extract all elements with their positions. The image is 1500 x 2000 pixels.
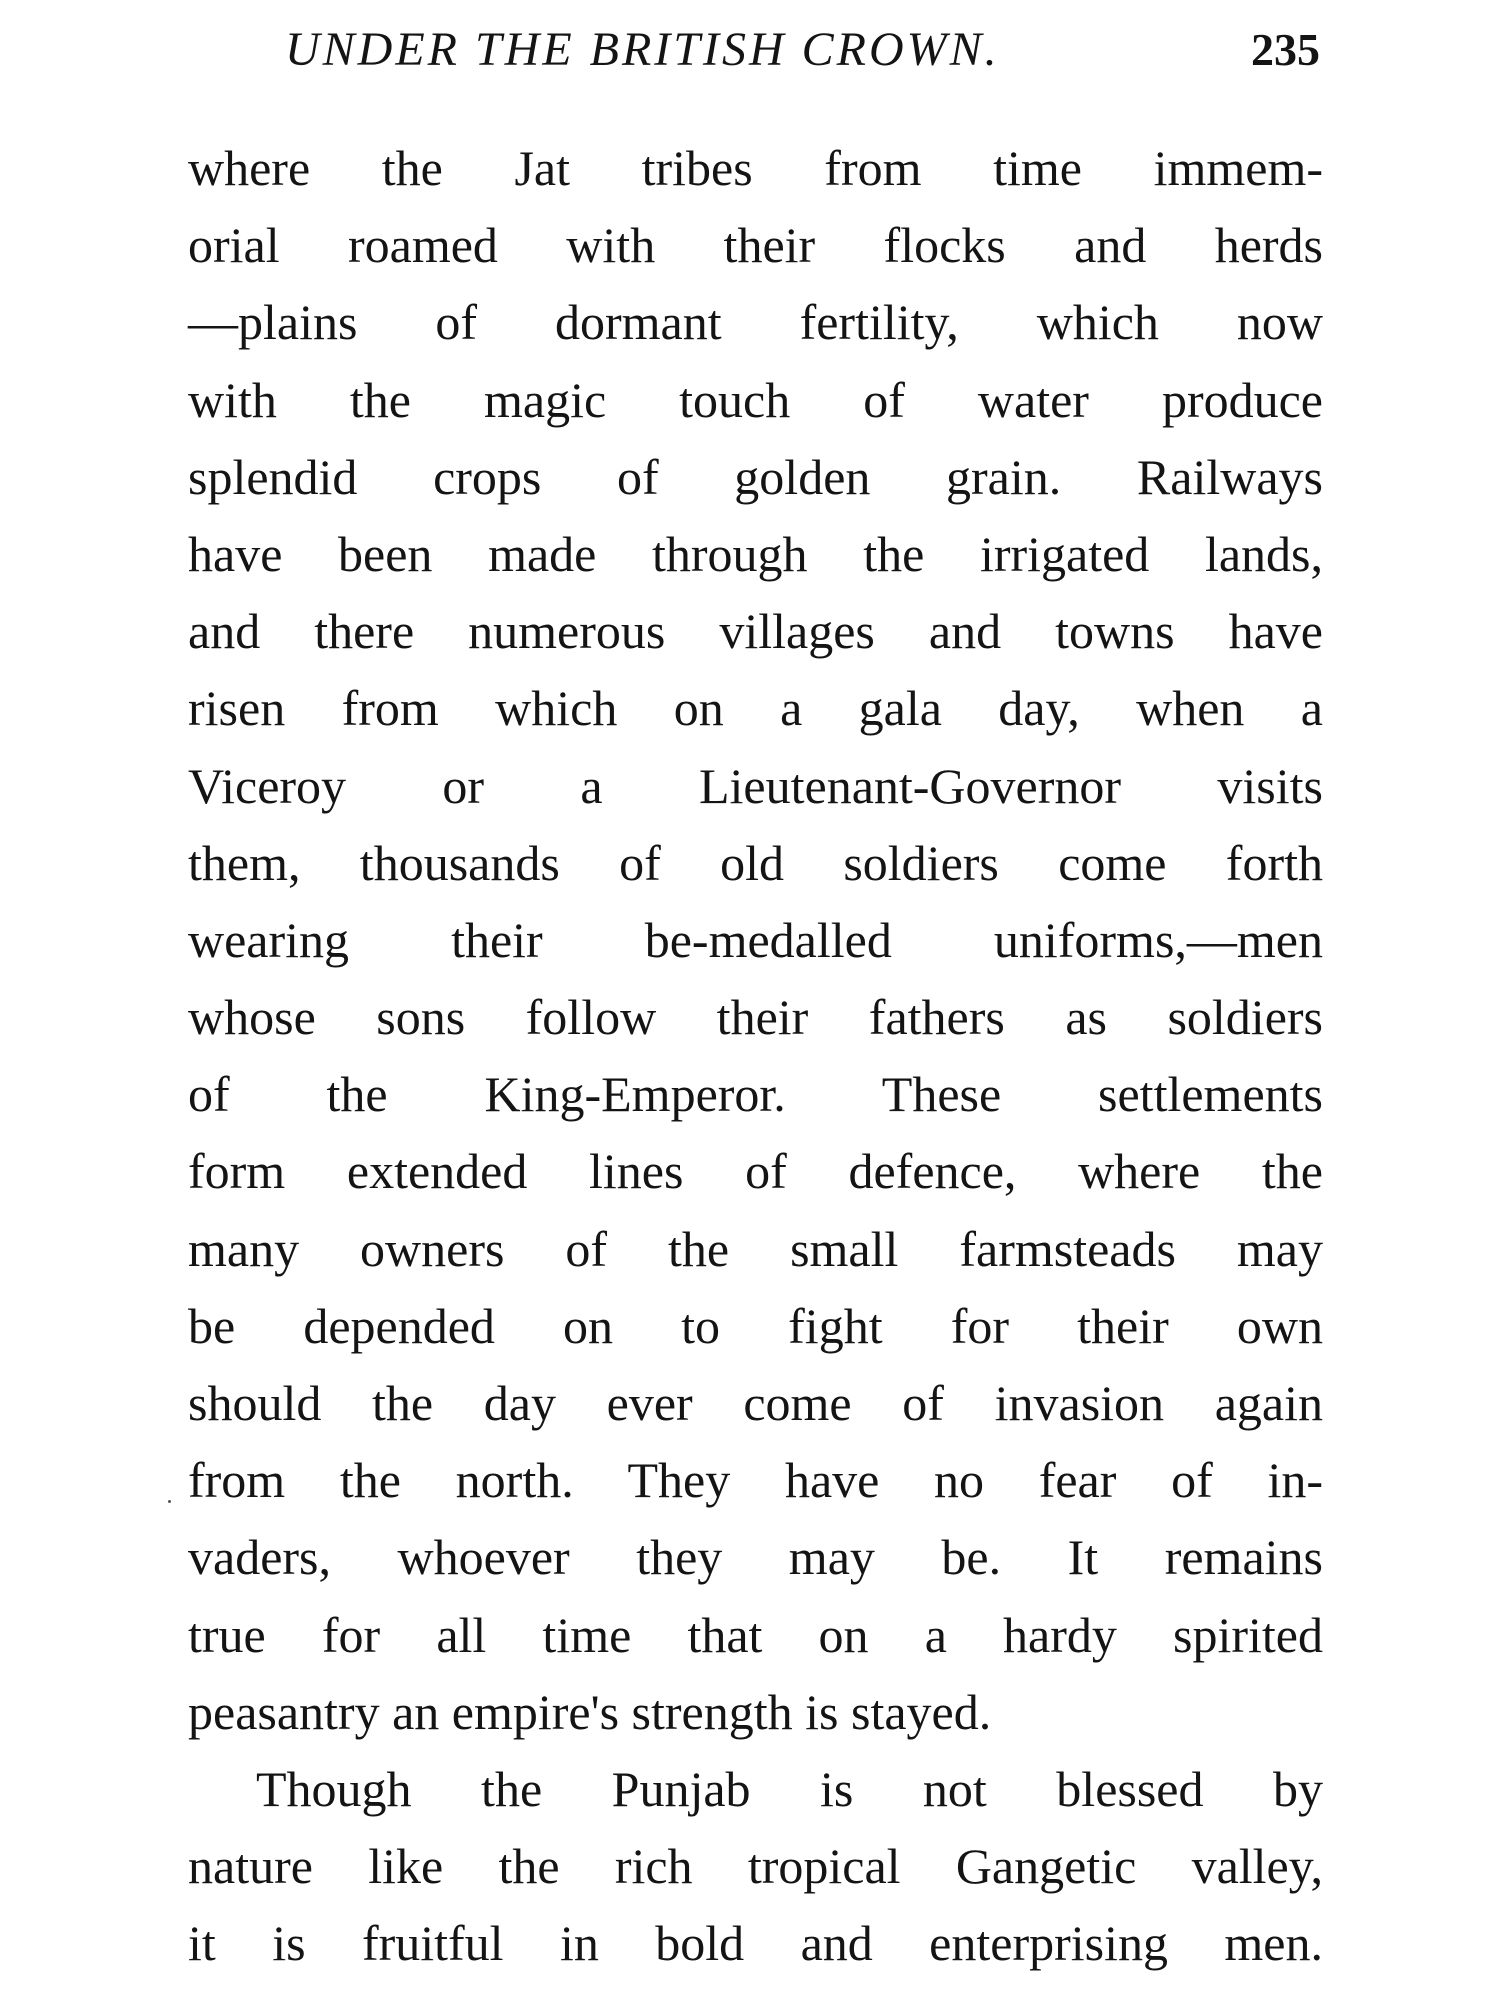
text-line: wearing their be-medalled uniforms,—men [188,911,1323,968]
running-head [285,20,1320,80]
text-line: of the King-Emperor. These settlements [188,1066,1323,1123]
text-line: from the north. They have no fear of in- [188,1452,1323,1509]
text-line: it is fruitful in bold and enterprising men. [188,1915,1323,1972]
text-line: nature like the rich tropical Gangetic valley, [188,1838,1323,1895]
text-line: and there numerous villages and towns have [188,603,1323,660]
text-line: with the magic touch of water produce [188,371,1323,428]
paragraph-start-line: Though the Punjab is not blessed by [256,1760,1323,1817]
body-text [188,130,1323,1983]
stray-ink-dot [168,1500,171,1503]
text-line: have been made through the irrigated lands, [188,525,1323,582]
text-line: form extended lines of defence, where the [188,1143,1323,1200]
page-number: 235 [1251,24,1320,75]
text-line: true for all time that on a hardy spirited [188,1606,1323,1663]
running-title: UNDER THE BRITISH CROWN. [285,23,1000,76]
text-line: vaders, whoever they may be. It remains [188,1529,1323,1586]
text-line: many owners of the small farmsteads may [188,1220,1323,1277]
text-line: them, thousands of old soldiers come forth [188,834,1323,891]
text-line: risen from which on a gala day, when a [188,680,1323,737]
text-line: whose sons follow their fathers as soldiers [188,989,1323,1046]
text-line: orial roamed with their flocks and herds [188,217,1323,274]
text-line: should the day ever come of invasion again [188,1375,1323,1431]
text-line: where the Jat tribes from time immem- [188,140,1323,196]
text-line: be depended on to fight for their own [188,1297,1323,1354]
text-line: —plains of dormant fertility, which now [188,294,1323,351]
text-line: Viceroy or a Lieutenant-Governor visits [188,757,1323,814]
text-line: splendid crops of golden grain. Railways [188,448,1323,505]
paragraph-end-line: peasantry an empire's strength is stayed. [188,1683,992,1740]
